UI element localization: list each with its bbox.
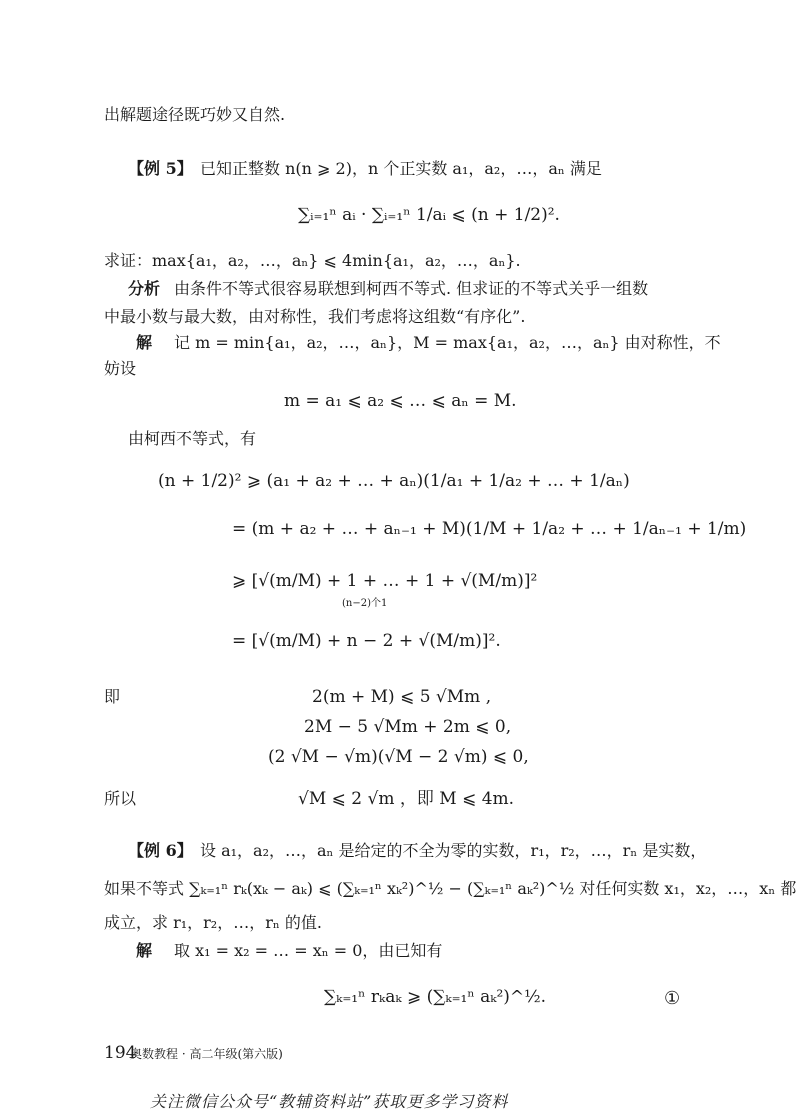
example-label: 【例 5】	[128, 159, 193, 178]
display-equation: √M ⩽ 2 √m ，即 M ⩽ 4m.	[298, 789, 515, 809]
display-equation: ∑ᵢ₌₁ⁿ aᵢ · ∑ᵢ₌₁ⁿ 1/aᵢ ⩽ (n + 1/2)².	[298, 205, 560, 225]
watermark-text: 关注微信公众号“教辅资料站”获取更多学习资料	[150, 1092, 509, 1111]
text-line: 所以	[104, 789, 137, 808]
underbrace-label: (n−2)个1	[342, 598, 388, 609]
derivation-line: = (m + a₂ + … + aₙ₋₁ + M)(1/M + 1/a₂ + … + 1/aₙ₋₁ + 1/m)	[232, 519, 747, 539]
display-equation: 2M − 5 √Mm + 2m ⩽ 0,	[304, 717, 512, 737]
book-title: 奥数教程 · 高二年级(第六版)	[130, 1047, 283, 1061]
solution-label: 解	[136, 333, 153, 352]
derivation-line: (n + 1/2)² ⩾ (a₁ + a₂ + … + aₙ)(1/a₁ + 1/a₂ + … + 1/aₙ)	[158, 471, 630, 491]
text-line: 已知正整数 n(n ⩾ 2)，n 个正实数 a₁，a₂，…，aₙ 满足	[200, 159, 602, 178]
text-line: 出解题途径既巧妙又自然.	[104, 105, 286, 124]
derivation-line: ⩾ [√(m/M) + 1 + … + 1 + √(M/m)]²	[232, 571, 538, 591]
text-line: 记 m = min{a₁，a₂，…，aₙ}，M = max{a₁，a₂，…，aₙ} 由对称性，不	[174, 333, 721, 352]
text-line: 即	[104, 687, 121, 706]
analysis-label: 分析	[128, 279, 161, 298]
text-line: 由柯西不等式，有	[128, 429, 257, 448]
display-equation: ∑ₖ₌₁ⁿ rₖaₖ ⩾ (∑ₖ₌₁ⁿ aₖ²)^½.	[324, 987, 547, 1007]
text-line: 妨设	[104, 359, 137, 378]
page-number: 194	[104, 1043, 137, 1063]
display-equation: m = a₁ ⩽ a₂ ⩽ … ⩽ aₙ = M.	[284, 391, 517, 411]
example-label: 【例 6】	[128, 841, 193, 860]
text-line: 如果不等式 ∑ₖ₌₁ⁿ rₖ(xₖ − aₖ) ⩽ (∑ₖ₌₁ⁿ xₖ²)^½ − (∑ₖ₌₁ⁿ aₖ²)^½ 对任何实数 x₁，x₂，…，xₙ 都	[104, 879, 797, 898]
text-line: 取 x₁ = x₂ = … = xₙ = 0，由已知有	[174, 941, 443, 960]
solution-label: 解	[136, 941, 153, 960]
text-line: 求证：max{a₁，a₂，…，aₙ} ⩽ 4min{a₁，a₂，…，aₙ}.	[104, 251, 521, 270]
display-equation: (2 √M − √m)(√M − 2 √m) ⩽ 0,	[268, 747, 529, 767]
text-line: 由条件不等式很容易联想到柯西不等式. 但求证的不等式关乎一组数	[174, 279, 649, 298]
display-equation: 2(m + M) ⩽ 5 √Mm ,	[312, 687, 492, 707]
text-line: 设 a₁，a₂，…，aₙ 是给定的不全为零的实数，r₁，r₂，…，rₙ 是实数，	[200, 841, 707, 860]
text-line: 成立，求 r₁，r₂，…，rₙ 的值.	[104, 913, 322, 932]
derivation-line: = [√(m/M) + n − 2 + √(M/m)]².	[232, 631, 501, 651]
equation-number: ①	[664, 988, 681, 1009]
text-line: 中最小数与最大数，由对称性，我们考虑将这组数“有序化”.	[104, 307, 526, 326]
